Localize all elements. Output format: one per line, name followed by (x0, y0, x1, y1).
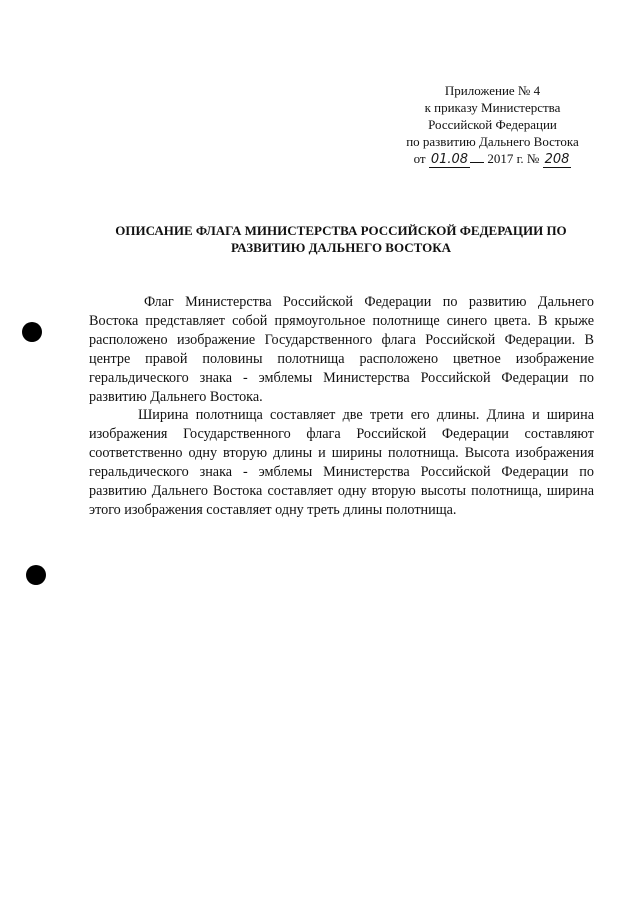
punch-hole-bottom (26, 565, 46, 585)
paragraph-flag-dimensions: Ширина полотнища составляет две трети его длины. Длина и ширина изображения Государственного флага Российской Федерации составляют соответственно одну вторую длины и ширины полотнища. Высота изображения геральдического знака - эмблемы Министерства Российской Федерации по развитию Дальнего Востока составляет одну вторую высоты полотнища, ширина этого изображения составляет одну треть длины полотнища. (89, 407, 594, 518)
date-underline (470, 151, 484, 163)
appendix-order-ref: к приказу Министерства (424, 100, 561, 115)
appendix-number: Приложение № 4 (444, 83, 541, 98)
appendix-country: Российской Федерации (428, 117, 557, 132)
title-line-2: РАЗВИТИЮ ДАЛЬНЕГО ВОСТОКА (230, 240, 452, 255)
appendix-ministry: по развитию Дальнего Востока (406, 134, 579, 149)
appendix-date-line (380, 150, 605, 168)
handwritten-order-number: 208 (544, 152, 570, 167)
date-prefix: от (413, 151, 426, 166)
document-title (110, 222, 572, 256)
paragraph-flag-description: Флаг Министерства Российской Федерации по развитию Дальнего Востока представляет собой прямоугольное полотнище синего цвета. В крыже расположено изображение Государственного флага Российской Федерации. В центре правой половины полотнища расположено цветное изображение геральдического знака - эмблемы Министерства Российской Федерации по развитию Дальнего Востока. (89, 294, 594, 405)
year-text: 2017 г. № (487, 151, 540, 166)
title-line-1: ОПИСАНИЕ ФЛАГА МИНИСТЕРСТВА РОССИЙСКОЙ ФЕДЕРАЦИИ ПО (115, 223, 567, 238)
document-body (89, 293, 594, 520)
handwritten-date: 01.08 (430, 152, 469, 167)
punch-hole-top (22, 322, 42, 342)
appendix-header (380, 82, 605, 168)
